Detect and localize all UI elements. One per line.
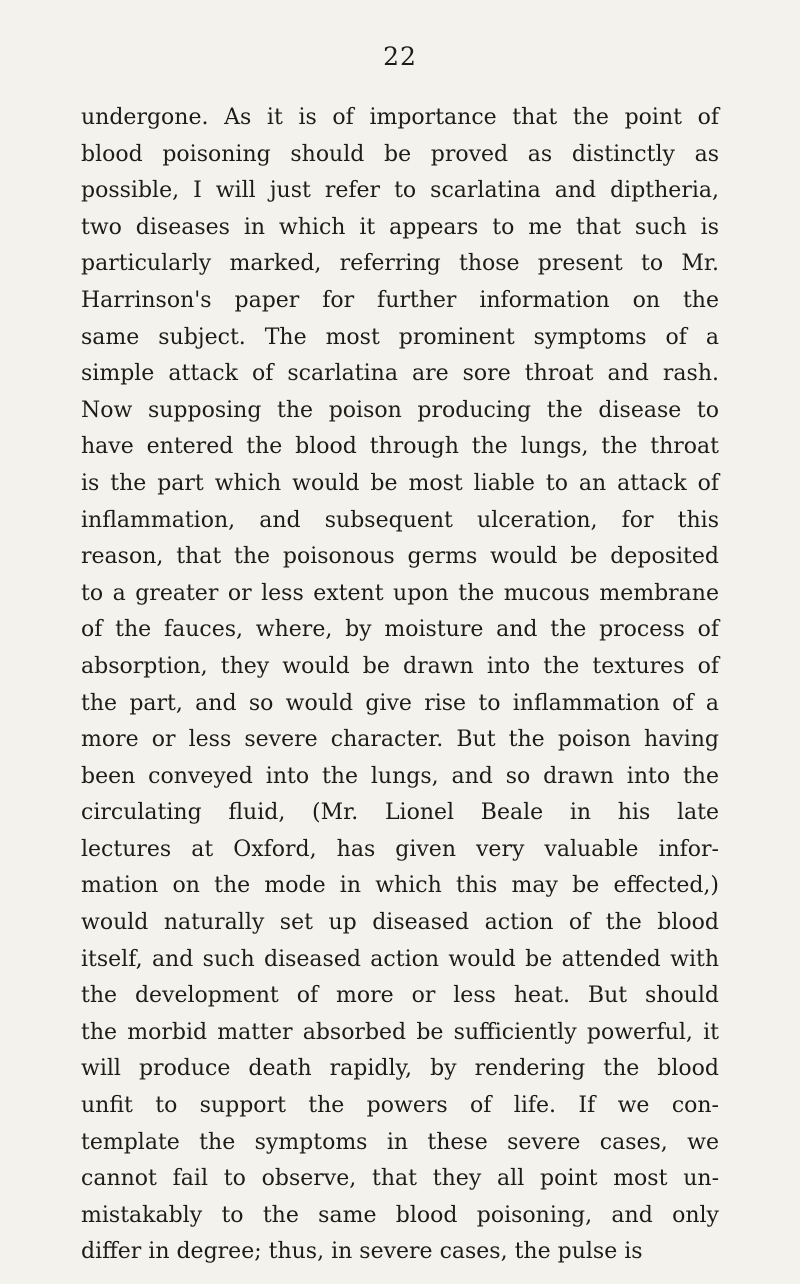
text-line: Harrinson's paper for further information on the [81,287,719,313]
text-line: two diseases in which it appears to me that such is [81,214,719,240]
text-line: the morbid matter absorbed be sufficiently powerful, it [81,1019,719,1045]
text-line: Now supposing the poison producing the disease to [81,397,719,423]
text-line: absorption, they would be drawn into the textures of [81,653,719,679]
text-line: to a greater or less extent upon the mucous membrane [81,580,719,606]
text-line: is the part which would be most liable to an attack of [81,470,719,496]
body-text [81,100,719,1271]
page-number: 22 [383,42,417,71]
text-line: differ in degree; thus, in severe cases, the pulse is [81,1239,643,1265]
text-line: the part, and so would give rise to inflammation of a [81,690,719,716]
text-line: blood poisoning should be proved as distinctly as [81,141,719,167]
text-line: circulating fluid, (Mr. Lionel Beale in his late [81,800,719,826]
text-line: have entered the blood through the lungs, the throat [81,434,719,460]
text-line: undergone. As it is of importance that the point of [81,105,719,130]
text-line: inflammation, and subsequent ulceration, for this [81,507,719,533]
text-line: mistakably to the same blood poisoning, and only [81,1202,719,1228]
text-line: particularly marked, referring those present to Mr. [81,251,719,277]
text-line: more or less severe character. But the poison having [81,727,719,753]
text-line: template the symptoms in these severe cases, we [81,1129,719,1155]
text-line: mation on the mode in which this may be effected,) [81,873,719,899]
text-line: of the fauces, where, by moisture and the process of [81,617,719,643]
text-line: lectures at Oxford, has given very valuable infor- [81,836,719,862]
text-line: would naturally set up diseased action of the blood [81,910,719,936]
text-line: been conveyed into the lungs, and so drawn into the [81,763,719,789]
text-line: simple attack of scarlatina are sore throat and rash. [81,361,719,387]
text-line: will produce death rapidly, by rendering the blood [81,1056,719,1082]
text-line: cannot fail to observe, that they all point most un- [81,1166,719,1192]
text-line: same subject. The most prominent symptoms of a [81,324,719,350]
text-line: the development of more or less heat. But should [81,983,719,1009]
text-line: possible, I will just refer to scarlatina and diptheria, [81,178,719,204]
text-line: itself, and such diseased action would be attended with [81,946,719,972]
text-line: reason, that the poisonous germs would be deposited [81,544,719,570]
text-line: unfit to support the powers of life. If we con- [81,1093,719,1119]
